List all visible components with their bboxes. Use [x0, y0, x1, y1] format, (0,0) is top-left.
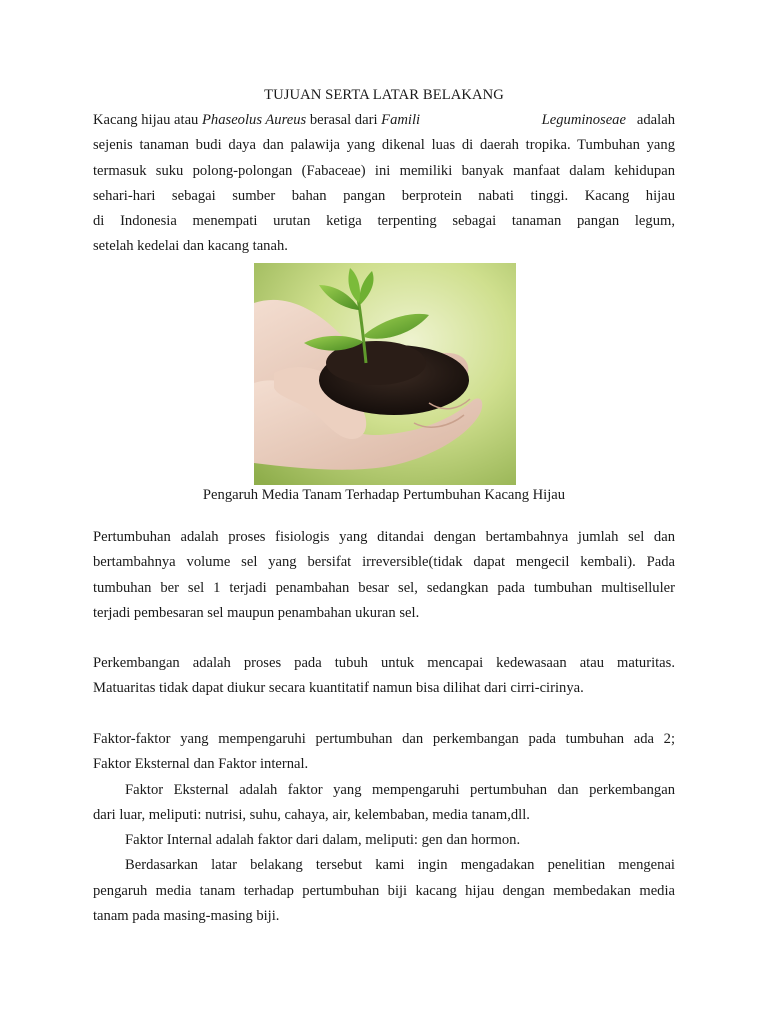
intro-line-3: termasuk suku polong-polongan (Fabaceae) ini memiliki banyak manfaat dalam kehidupan	[93, 162, 675, 179]
species-name: Phaseolus Aureus	[202, 112, 307, 128]
seedling-in-hands-image	[254, 263, 516, 485]
text-line: Matuaritas tidak dapat diukur secara kuantitatif namun bisa dilihat dari cirri-cirinya.	[93, 680, 584, 697]
paragraph-faktor	[93, 727, 675, 929]
text-line: Perkembangan adalah proses pada tubuh untuk mencapai kedewasaan atau maturitas.	[93, 655, 675, 671]
family-name: Leguminoseae	[541, 112, 626, 128]
text-line: tumbuhan ber sel 1 terjadi penambahan besar sel, sedangkan pada tumbuhan multiselluler	[93, 579, 675, 596]
intro-line-1: Kacang hijau atau Phaseolus Aureus berasal dari Famili Leguminoseae adalah	[93, 112, 675, 128]
text-line: Faktor-faktor yang mempengaruhi pertumbuhan dan perkembangan pada tumbuhan ada 2;	[93, 731, 675, 747]
text-line: Faktor Eksternal adalah faktor yang mempengaruhi pertumbuhan dan perkembangan	[125, 781, 675, 798]
intro-paragraph	[93, 108, 675, 260]
text-line: Faktor Internal adalah faktor dari dalam, meliputi: gen dan hormon.	[125, 832, 521, 849]
text-line: Faktor Eksternal dan Faktor internal.	[93, 756, 309, 773]
text-line: terjadi pembesaran sel maupun penambahan ukuran sel.	[93, 604, 420, 621]
text-line: bertambahnya volume sel yang bersifat irreversible(tidak dapat mengecil kembali). Pada	[93, 554, 675, 571]
paragraph-perkembangan	[93, 651, 675, 702]
text-line: Berdasarkan latar belakang tersebut kami ingin mengadakan penelitian mengenai	[125, 857, 675, 874]
text-line: pengaruh media tanam terhadap pertumbuhan biji kacang hijau dengan membedakan media	[93, 882, 675, 899]
intro-line-6: setelah kedelai dan kacang tanah.	[93, 238, 288, 255]
text-line: Pertumbuhan adalah proses fisiologis yang ditandai dengan bertambahnya jumlah sel dan	[93, 529, 675, 545]
figure-caption: Pengaruh Media Tanam Terhadap Pertumbuhan Kacang Hijau	[202, 487, 566, 503]
intro-line-2: sejenis tanaman budi daya dan palawija yang dikenal luas di daerah tropika. Tumbuhan yang	[93, 137, 675, 154]
page-title: TUJUAN SERTA LATAR BELAKANG	[264, 87, 504, 103]
intro-line-5: di Indonesia menempati urutan ketiga terpenting sebagai tanaman pangan legum,	[93, 213, 675, 230]
text-line: dari luar, meliputi: nutrisi, suhu, cahaya, air, kelembaban, media tanam,dll.	[93, 806, 530, 823]
paragraph-pertumbuhan	[93, 525, 675, 626]
intro-line-4: sehari-hari sebagai sumber bahan pangan berprotein nabati tinggi. Kacang hijau	[93, 187, 675, 204]
text-line: tanam pada masing-masing biji.	[93, 908, 280, 925]
